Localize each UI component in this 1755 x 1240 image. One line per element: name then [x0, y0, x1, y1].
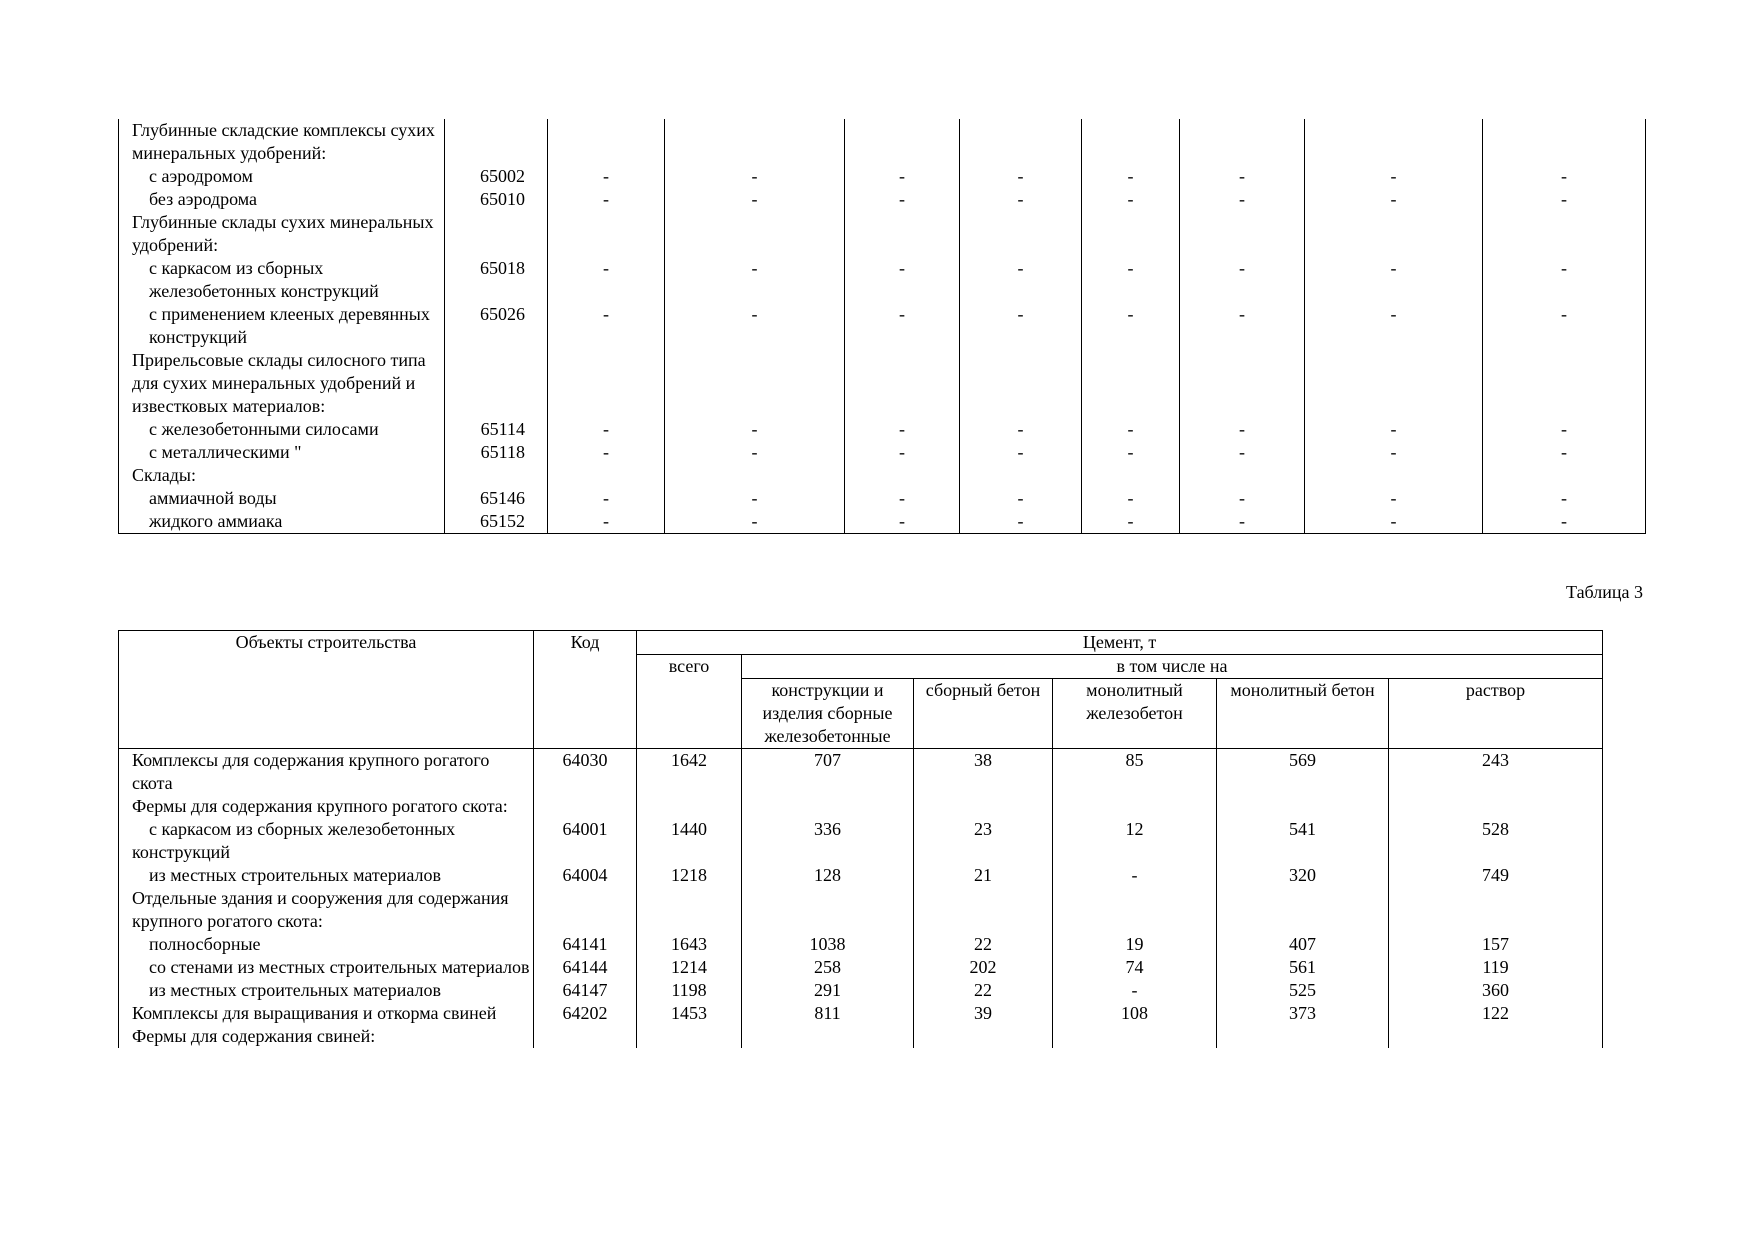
- row-code: [445, 464, 548, 487]
- table-row: [119, 979, 1603, 1002]
- row-value: [742, 795, 914, 818]
- row-value: 258: [742, 956, 914, 979]
- row-value: [742, 1025, 914, 1048]
- row-value: [1082, 211, 1180, 257]
- row-value: [960, 119, 1082, 165]
- row-value: -: [1180, 441, 1305, 464]
- table-row: [119, 818, 1603, 864]
- row-value: -: [665, 165, 845, 188]
- header-including: в том числе на: [742, 655, 1603, 679]
- table-row: [119, 441, 1646, 464]
- row-value: 336: [742, 818, 914, 864]
- row-value: [845, 119, 960, 165]
- row-value: [1217, 1025, 1389, 1048]
- row-value: 561: [1217, 956, 1389, 979]
- table-row: [119, 1025, 1603, 1048]
- row-code: 64144: [534, 956, 637, 979]
- row-value: -: [845, 165, 960, 188]
- table-row: [119, 487, 1646, 510]
- row-code: 65152: [445, 510, 548, 534]
- row-name: с железобетонными силосами: [119, 418, 445, 441]
- row-value: [845, 211, 960, 257]
- row-value: 1642: [637, 749, 742, 796]
- row-value: [742, 887, 914, 933]
- header-code: Код: [534, 631, 637, 749]
- table-row: [119, 165, 1646, 188]
- row-value: 108: [1053, 1002, 1217, 1025]
- row-value: -: [845, 257, 960, 303]
- row-name: с металлическими ": [119, 441, 445, 464]
- row-value: 360: [1389, 979, 1603, 1002]
- table-row: [119, 349, 1646, 418]
- row-value: [960, 349, 1082, 418]
- row-value: [637, 1025, 742, 1048]
- row-value: -: [1082, 418, 1180, 441]
- row-value: 1453: [637, 1002, 742, 1025]
- row-code: 64202: [534, 1002, 637, 1025]
- row-value: -: [845, 487, 960, 510]
- row-value: 291: [742, 979, 914, 1002]
- row-value: 1440: [637, 818, 742, 864]
- row-value: 128: [742, 864, 914, 887]
- row-value: -: [960, 510, 1082, 534]
- table-3: [118, 630, 1603, 1048]
- row-value: -: [1483, 441, 1646, 464]
- row-value: [1082, 119, 1180, 165]
- row-code: 65010: [445, 188, 548, 211]
- row-value: 320: [1217, 864, 1389, 887]
- row-value: 85: [1053, 749, 1217, 796]
- row-value: [637, 795, 742, 818]
- row-value: 1218: [637, 864, 742, 887]
- row-name: с применением клееных деревянных конструкций: [119, 303, 445, 349]
- row-value: [548, 211, 665, 257]
- row-value: [845, 464, 960, 487]
- row-value: -: [548, 303, 665, 349]
- header-sub-monolithic-concrete: монолитный бетон: [1217, 679, 1389, 749]
- row-value: -: [1180, 487, 1305, 510]
- row-value: 1038: [742, 933, 914, 956]
- row-value: [1389, 1025, 1603, 1048]
- row-value: -: [1082, 487, 1180, 510]
- row-value: [1305, 349, 1483, 418]
- row-value: -: [1483, 188, 1646, 211]
- row-value: -: [1082, 257, 1180, 303]
- row-value: 373: [1217, 1002, 1389, 1025]
- row-value: -: [665, 257, 845, 303]
- row-value: 122: [1389, 1002, 1603, 1025]
- table-row: [119, 933, 1603, 956]
- row-value: [1053, 1025, 1217, 1048]
- row-value: [1180, 119, 1305, 165]
- header-cement: Цемент, т: [637, 631, 1603, 655]
- row-name: Комплексы для содержания крупного рогатого скота: [119, 749, 534, 796]
- row-code: 65026: [445, 303, 548, 349]
- row-value: -: [1305, 165, 1483, 188]
- row-value: -: [665, 303, 845, 349]
- table-row: [119, 464, 1646, 487]
- row-value: 541: [1217, 818, 1389, 864]
- row-value: -: [1483, 418, 1646, 441]
- row-value: -: [960, 418, 1082, 441]
- row-value: -: [1305, 418, 1483, 441]
- row-code: [534, 795, 637, 818]
- row-name: с каркасом из сборных железобетонных конструкций: [119, 818, 534, 864]
- row-value: [548, 119, 665, 165]
- row-name: Склады:: [119, 464, 445, 487]
- row-value: 38: [914, 749, 1053, 796]
- row-name: Фермы для содержания свиней:: [119, 1025, 534, 1048]
- row-name: из местных строительных материалов: [119, 864, 534, 887]
- row-name: с каркасом из сборных железобетонных конструкций: [119, 257, 445, 303]
- row-code: [534, 887, 637, 933]
- row-value: -: [1180, 188, 1305, 211]
- row-code: [445, 119, 548, 165]
- row-name: полносборные: [119, 933, 534, 956]
- row-value: -: [1305, 487, 1483, 510]
- row-value: -: [665, 418, 845, 441]
- row-value: [1082, 349, 1180, 418]
- row-value: -: [1082, 510, 1180, 534]
- row-value: [1305, 211, 1483, 257]
- row-value: 74: [1053, 956, 1217, 979]
- row-value: [1082, 464, 1180, 487]
- row-value: -: [1053, 979, 1217, 1002]
- row-value: [548, 349, 665, 418]
- row-value: [1483, 119, 1646, 165]
- row-value: -: [1082, 165, 1180, 188]
- table-row: [119, 418, 1646, 441]
- header-total: всего: [637, 655, 742, 749]
- row-code: 64001: [534, 818, 637, 864]
- row-value: 569: [1217, 749, 1389, 796]
- row-value: -: [960, 441, 1082, 464]
- row-value: -: [548, 418, 665, 441]
- header-sub-precast: конструкции и изделия сборные железобетонные: [742, 679, 914, 749]
- table-row: [119, 795, 1603, 818]
- row-value: -: [1483, 510, 1646, 534]
- row-value: [637, 887, 742, 933]
- row-code: 65118: [445, 441, 548, 464]
- row-value: -: [845, 510, 960, 534]
- row-code: 65146: [445, 487, 548, 510]
- row-name: Глубинные склады сухих минеральных удобрений:: [119, 211, 445, 257]
- row-name: из местных строительных материалов: [119, 979, 534, 1002]
- row-value: -: [845, 303, 960, 349]
- table-row: [119, 119, 1646, 165]
- row-value: -: [548, 441, 665, 464]
- table-row: [119, 749, 1603, 796]
- row-code: 64030: [534, 749, 637, 796]
- row-value: [1389, 795, 1603, 818]
- row-code: [445, 211, 548, 257]
- row-value: -: [665, 441, 845, 464]
- row-value: 811: [742, 1002, 914, 1025]
- row-value: -: [548, 188, 665, 211]
- table-row: [119, 1002, 1603, 1025]
- row-value: [1305, 464, 1483, 487]
- row-value: -: [1483, 303, 1646, 349]
- row-value: 707: [742, 749, 914, 796]
- row-value: -: [548, 165, 665, 188]
- row-value: -: [1305, 303, 1483, 349]
- row-value: 1198: [637, 979, 742, 1002]
- row-value: 39: [914, 1002, 1053, 1025]
- row-value: [1389, 887, 1603, 933]
- row-value: -: [960, 257, 1082, 303]
- row-value: [1053, 887, 1217, 933]
- row-value: -: [665, 510, 845, 534]
- row-value: [914, 1025, 1053, 1048]
- row-code: 64141: [534, 933, 637, 956]
- row-value: -: [960, 165, 1082, 188]
- row-value: [960, 464, 1082, 487]
- row-name: со стенами из местных строительных материалов: [119, 956, 534, 979]
- row-value: [1180, 464, 1305, 487]
- row-value: -: [1305, 441, 1483, 464]
- row-value: -: [1305, 510, 1483, 534]
- table-row: [119, 188, 1646, 211]
- row-code: 65018: [445, 257, 548, 303]
- row-code: [445, 349, 548, 418]
- row-name: аммиачной воды: [119, 487, 445, 510]
- table-row: [119, 211, 1646, 257]
- row-code: [534, 1025, 637, 1048]
- table-row: [119, 303, 1646, 349]
- row-value: [665, 464, 845, 487]
- row-value: 119: [1389, 956, 1603, 979]
- row-value: [1180, 349, 1305, 418]
- row-value: -: [1483, 487, 1646, 510]
- row-value: 22: [914, 979, 1053, 1002]
- row-value: -: [960, 188, 1082, 211]
- header-sub-monolithic-rc: монолитный железобетон: [1053, 679, 1217, 749]
- row-value: [1483, 464, 1646, 487]
- row-value: [960, 211, 1082, 257]
- table-row: [119, 510, 1646, 534]
- row-value: 525: [1217, 979, 1389, 1002]
- row-value: [1305, 119, 1483, 165]
- row-value: 407: [1217, 933, 1389, 956]
- header-sub-mortar: раствор: [1389, 679, 1603, 749]
- row-name: с аэродромом: [119, 165, 445, 188]
- row-value: 157: [1389, 933, 1603, 956]
- table-row: [119, 887, 1603, 933]
- row-value: 749: [1389, 864, 1603, 887]
- row-value: -: [548, 510, 665, 534]
- row-value: [914, 795, 1053, 818]
- table-upper: [118, 119, 1646, 534]
- row-value: -: [845, 188, 960, 211]
- row-value: -: [1180, 165, 1305, 188]
- header-objects: Объекты строительства: [119, 631, 534, 749]
- row-value: [914, 887, 1053, 933]
- row-value: -: [1180, 257, 1305, 303]
- row-value: 243: [1389, 749, 1603, 796]
- row-value: [1217, 795, 1389, 818]
- row-name: Фермы для содержания крупного рогатого скота:: [119, 795, 534, 818]
- row-value: -: [1305, 257, 1483, 303]
- row-code: 64004: [534, 864, 637, 887]
- row-value: -: [548, 257, 665, 303]
- row-value: [1053, 795, 1217, 818]
- row-value: [1180, 211, 1305, 257]
- row-value: [665, 119, 845, 165]
- row-value: -: [1180, 303, 1305, 349]
- table-row: [119, 864, 1603, 887]
- row-value: -: [665, 487, 845, 510]
- row-code: 65114: [445, 418, 548, 441]
- table-caption: Таблица 3: [1566, 582, 1643, 602]
- row-code: 65002: [445, 165, 548, 188]
- row-value: -: [1053, 864, 1217, 887]
- row-value: [665, 211, 845, 257]
- row-value: -: [845, 441, 960, 464]
- row-value: 21: [914, 864, 1053, 887]
- header-sub-precast-concrete: сборный бетон: [914, 679, 1053, 749]
- row-name: жидкого аммиака: [119, 510, 445, 534]
- row-value: [1483, 349, 1646, 418]
- row-value: -: [548, 487, 665, 510]
- row-name: Отдельные здания и сооружения для содержания крупного рогатого скота:: [119, 887, 534, 933]
- row-value: 22: [914, 933, 1053, 956]
- row-value: -: [845, 418, 960, 441]
- row-name: Глубинные складские комплексы сухих минеральных удобрений:: [119, 119, 445, 165]
- row-value: -: [665, 188, 845, 211]
- row-value: -: [1305, 188, 1483, 211]
- row-value: -: [1180, 418, 1305, 441]
- row-value: 23: [914, 818, 1053, 864]
- row-value: 1643: [637, 933, 742, 956]
- row-value: -: [1180, 510, 1305, 534]
- row-value: [665, 349, 845, 418]
- row-value: [845, 349, 960, 418]
- row-value: 202: [914, 956, 1053, 979]
- row-code: 64147: [534, 979, 637, 1002]
- row-value: -: [960, 487, 1082, 510]
- table-row: [119, 956, 1603, 979]
- row-value: -: [960, 303, 1082, 349]
- row-value: [1483, 211, 1646, 257]
- row-value: 12: [1053, 818, 1217, 864]
- row-value: 19: [1053, 933, 1217, 956]
- table-row: [119, 257, 1646, 303]
- row-name: Прирельсовые склады силосного типа для сухих минеральных удобрений и известковых материалов:: [119, 349, 445, 418]
- row-value: -: [1483, 165, 1646, 188]
- row-value: 1214: [637, 956, 742, 979]
- row-value: [1217, 887, 1389, 933]
- row-value: 528: [1389, 818, 1603, 864]
- row-value: -: [1082, 188, 1180, 211]
- row-name: Комплексы для выращивания и откорма свиней: [119, 1002, 534, 1025]
- row-value: -: [1483, 257, 1646, 303]
- row-value: -: [1082, 303, 1180, 349]
- row-value: [548, 464, 665, 487]
- row-value: -: [1082, 441, 1180, 464]
- row-name: без аэродрома: [119, 188, 445, 211]
